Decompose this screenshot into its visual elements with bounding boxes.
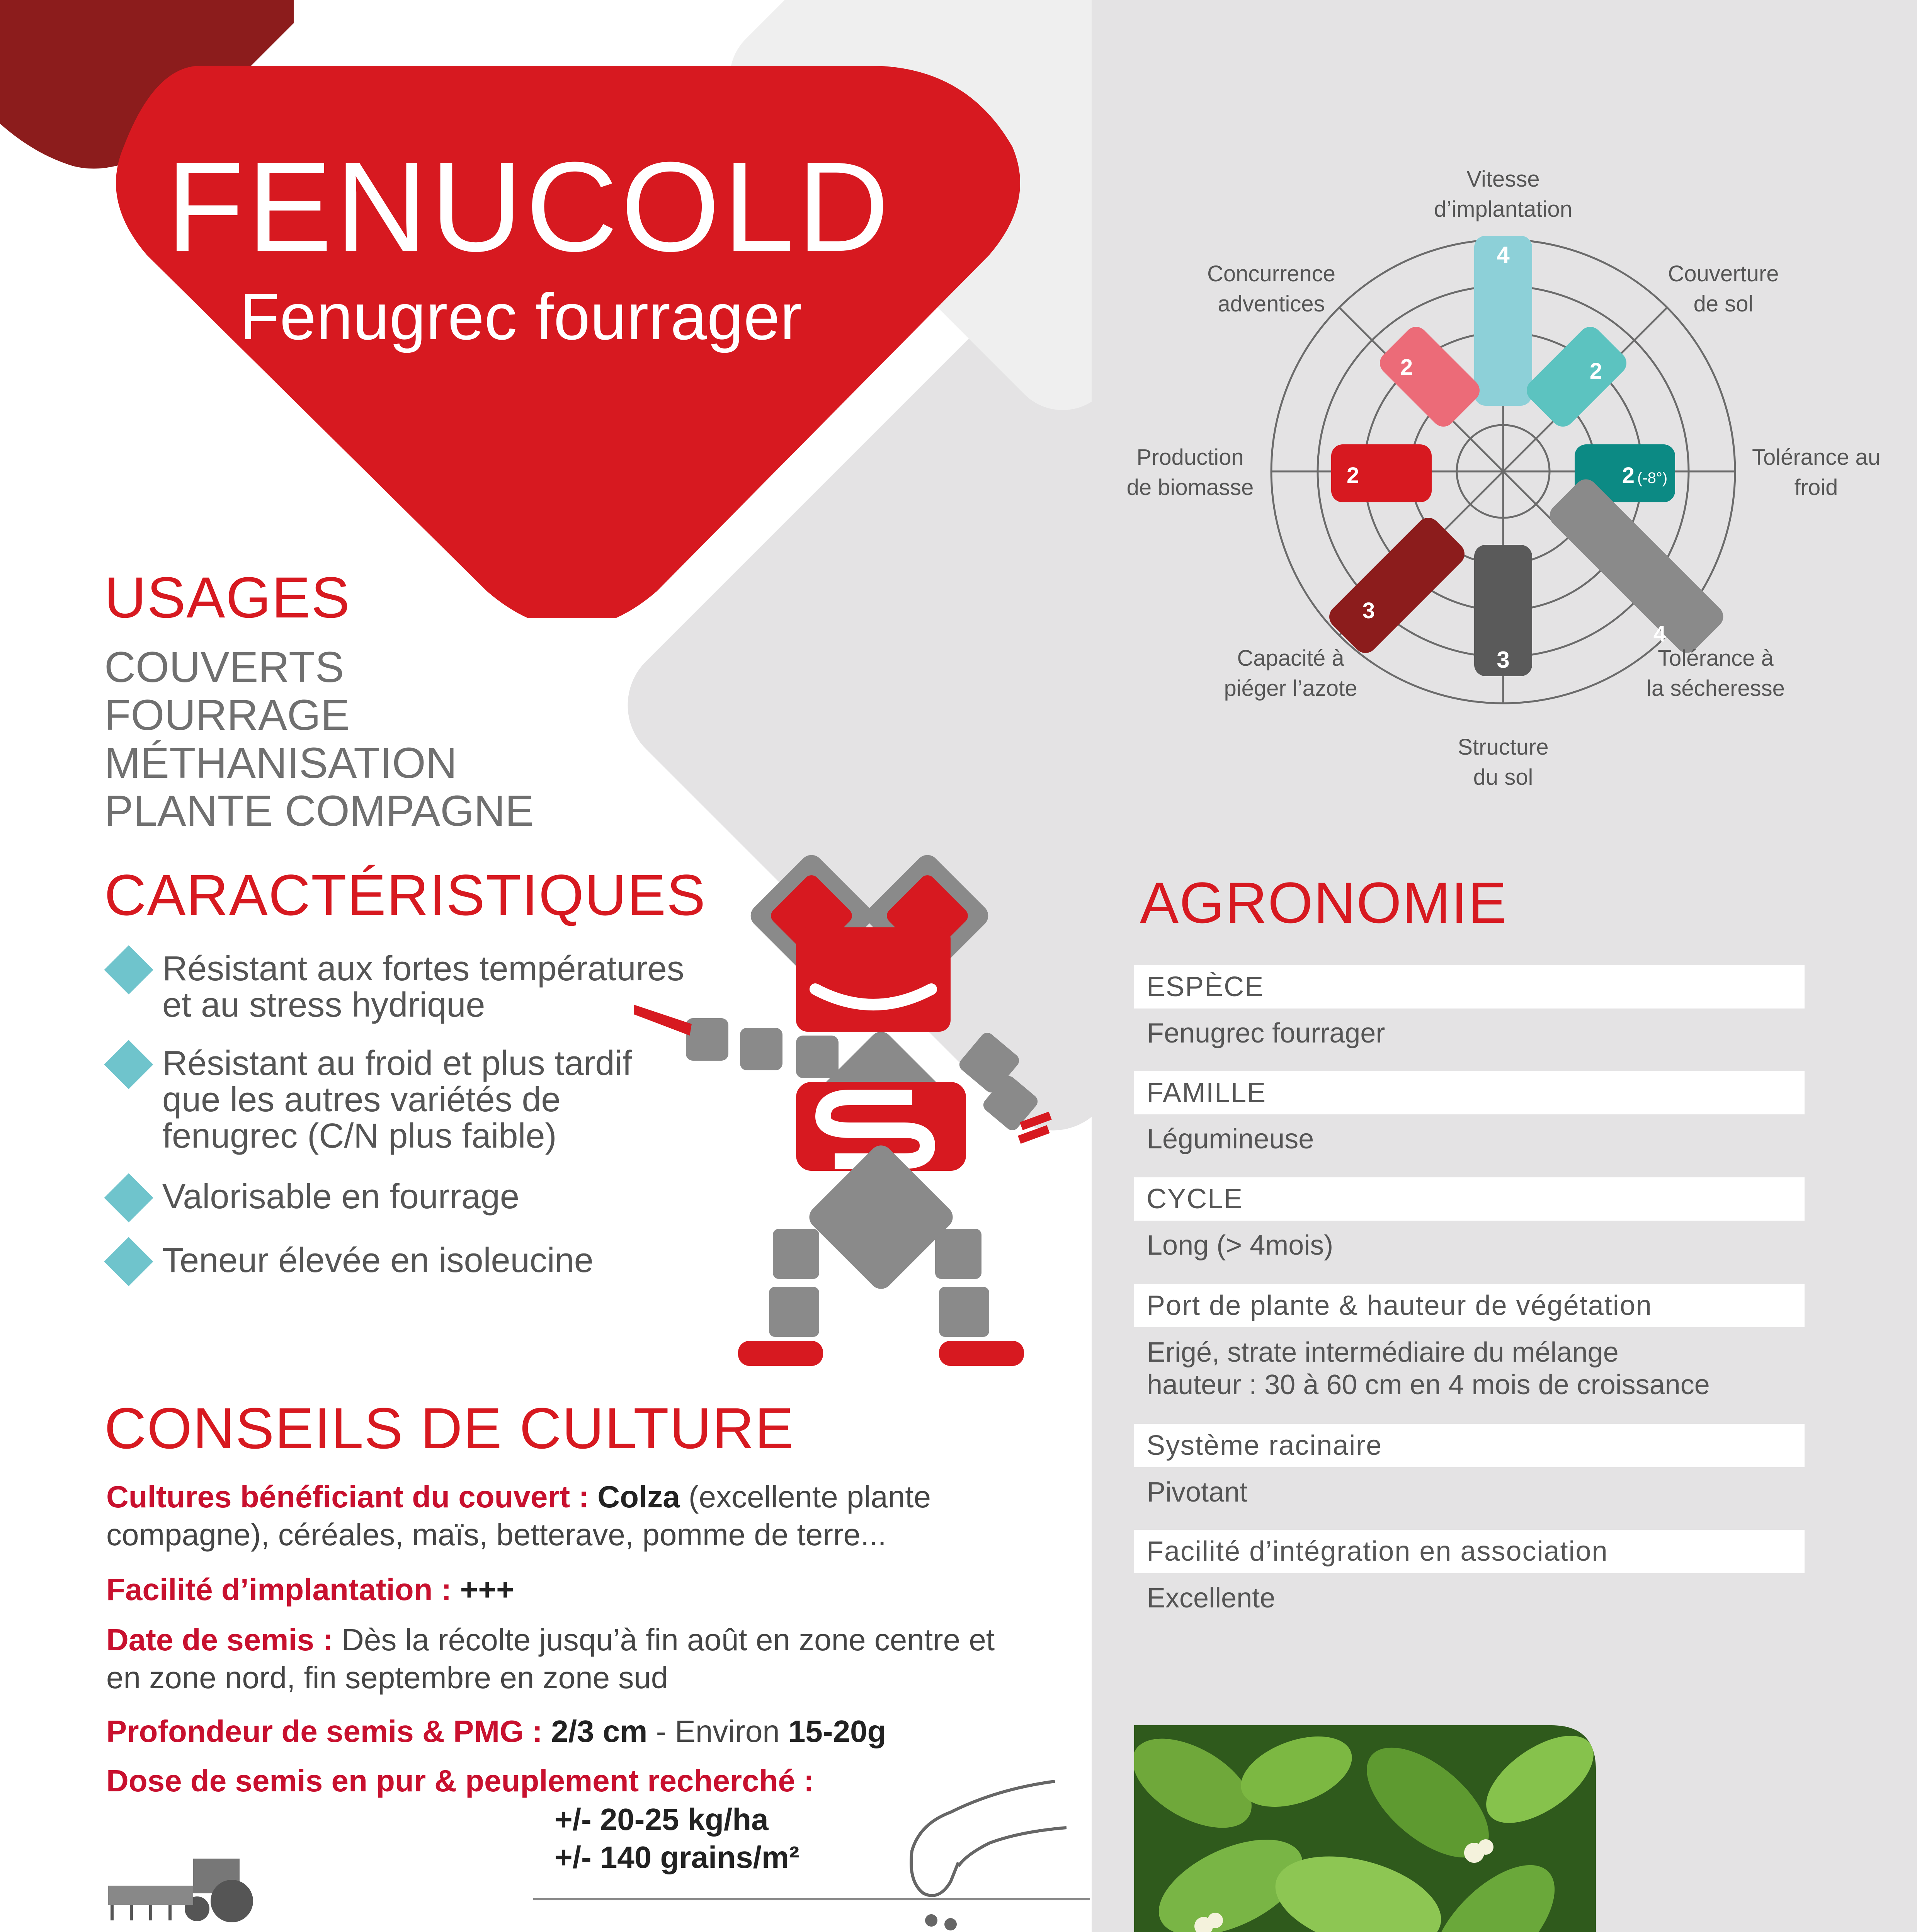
product-title: FENUCOLD	[166, 135, 893, 278]
conseils-date: Date de semis : Dès la récolte jusqu’à fin août en zone centre et en zone nord, fin septembre en zone sud	[106, 1622, 995, 1695]
caracteristique-item: Valorisable en fourrage	[162, 1177, 519, 1216]
usages-list	[104, 643, 534, 835]
radar-score-azote: 3	[1362, 598, 1375, 623]
radar-label-azote: Capacité à piéger l’azote	[1224, 646, 1357, 701]
usage-item: FOURRAGE	[104, 691, 350, 739]
agro-label-cycle: CYCLE	[1134, 1177, 1805, 1221]
agro-value-espece: Fenugrec fourrager	[1147, 1018, 1385, 1049]
conseils-dose: Dose de semis en pur & peuplement recherché :	[106, 1764, 814, 1798]
radar-label-tolerance-froid: Tolérance au froid	[1752, 445, 1881, 500]
usage-item: MÉTHANISATION	[104, 739, 457, 787]
radar-score-couverture: 2	[1589, 359, 1602, 384]
radar-label-concurrence: Concurrence adventices	[1207, 261, 1336, 316]
conseils-title: CONSEILS DE CULTURE	[104, 1396, 794, 1461]
conseils-facilite: Facilité d’implantation : +++	[106, 1572, 514, 1607]
agronomie-title: AGRONOMIE	[1140, 870, 1508, 935]
radar-score-tolerance-secheresse: 4	[1653, 621, 1666, 646]
seeder-tractor-icon	[104, 1843, 278, 1928]
radar-label-vitesse: Vitesse d’implantation	[1434, 167, 1572, 222]
agro-label-association: Facilité d’intégration en association	[1134, 1530, 1805, 1573]
mascot-robot-illustration	[634, 842, 1097, 1376]
agro-label-espece: ESPÈCE	[1134, 965, 1805, 1009]
radar-label-biomasse: Production de biomasse	[1126, 445, 1254, 500]
agro-value-racinaire: Pivotant	[1147, 1477, 1248, 1508]
radar-score-vitesse: 4	[1497, 242, 1510, 268]
usage-item: COUVERTS	[104, 643, 344, 691]
radar-note-tolerance-froid: (-8°)	[1637, 469, 1668, 486]
radar-score-concurrence: 2	[1400, 355, 1413, 380]
radar-bar-biomasse	[1331, 444, 1432, 502]
caracteristique-item: Résistant au froid et plus tardif que les autres variétés de fenugrec (C/N plus faible)	[162, 1044, 632, 1155]
radar-score-biomasse: 2	[1347, 463, 1359, 488]
hand-sowing-illustration	[533, 1766, 1094, 1932]
agro-label-port: Port de plante & hauteur de végétation	[1134, 1284, 1805, 1327]
radar-bar-azote	[1325, 513, 1470, 658]
radar-label-tolerance-secheresse: Tolérance à la sécheresse	[1647, 646, 1785, 701]
radar-label-structure: Structure du sol	[1458, 735, 1549, 790]
radar-chart	[1092, 0, 1917, 850]
usage-item: PLANTE COMPAGNE	[104, 787, 534, 835]
agro-value-cycle: Long (> 4mois)	[1147, 1230, 1334, 1261]
radar-score-tolerance-froid: 2	[1622, 463, 1635, 488]
agro-label-racinaire: Système racinaire	[1134, 1424, 1805, 1467]
dose-values: +/- 20-25 kg/ha +/- 140 grains/m²	[555, 1802, 799, 1874]
agro-label-famille: FAMILLE	[1134, 1071, 1805, 1114]
conseils-cultures: Cultures bénéficiant du couvert : Colza (excellente plante compagne), céréales, maïs, betterave, pomme de terre...	[106, 1480, 931, 1552]
agro-value-famille: Légumineuse	[1147, 1124, 1314, 1155]
radar-label-couverture: Couverture de sol	[1668, 261, 1779, 316]
product-subtitle: Fenugrec fourrager	[240, 280, 802, 354]
radar-score-structure: 3	[1497, 647, 1510, 673]
caracteristique-item: Teneur élevée en isoleucine	[162, 1241, 594, 1280]
radar-bar-couverture	[1522, 322, 1631, 432]
caracteristiques-title: CARACTÉRISTIQUES	[104, 862, 706, 927]
agro-value-association: Excellente	[1147, 1583, 1276, 1614]
fenugreek-plant-photo	[1134, 1725, 1598, 1932]
radar-bar-concurrence	[1375, 322, 1485, 432]
caracteristique-item: Résistant aux fortes températures et au stress hydrique	[162, 949, 684, 1024]
conseils-profondeur: Profondeur de semis & PMG : 2/3 cm - Environ 15-20g	[106, 1714, 886, 1748]
agro-value-port: Erigé, strate intermédiaire du mélange hauteur : 30 à 60 cm en 4 mois de croissance	[1147, 1337, 1710, 1400]
usages-title: USAGES	[104, 565, 351, 630]
